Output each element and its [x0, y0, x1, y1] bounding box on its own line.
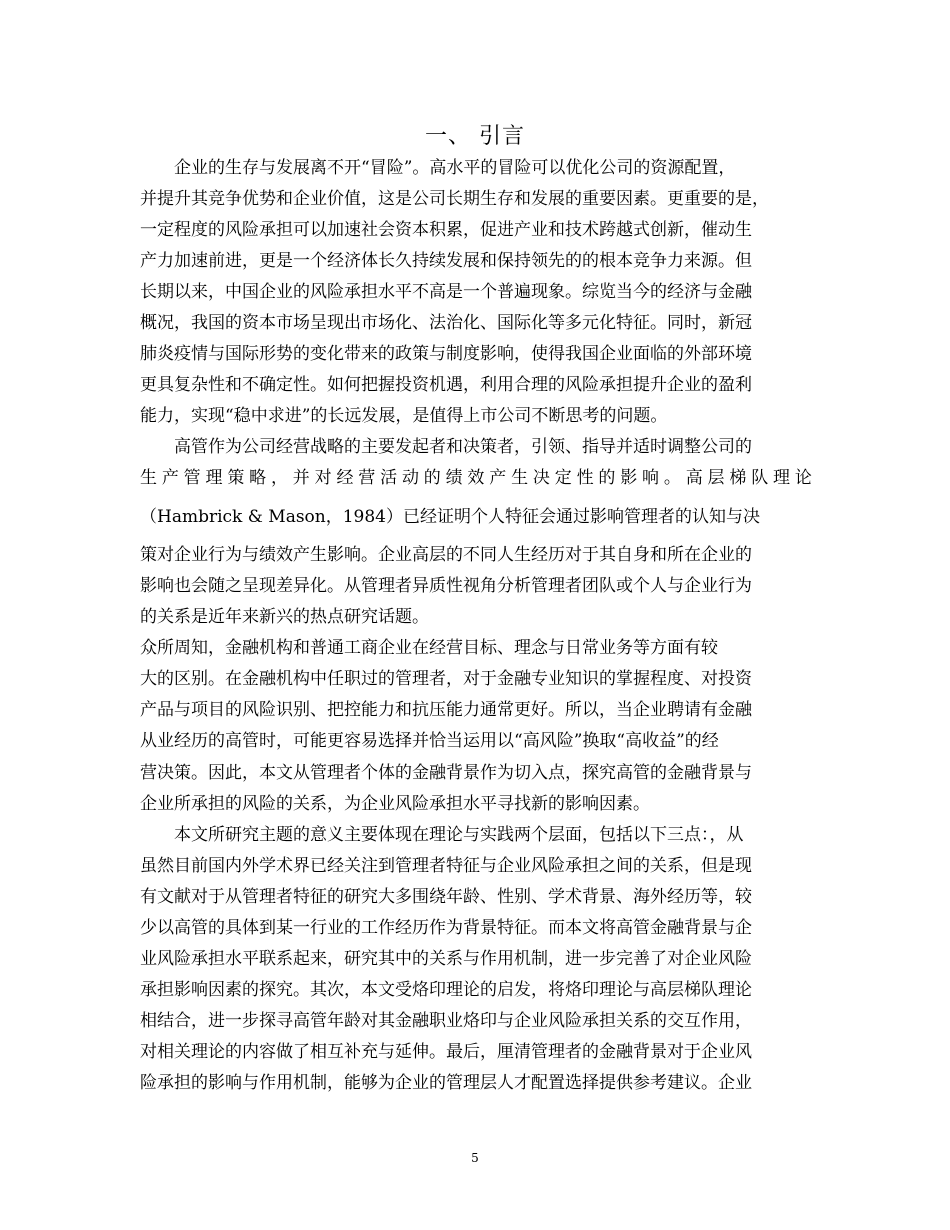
char: 梯	[729, 468, 747, 488]
char: 经	[336, 468, 354, 488]
char: 生	[140, 468, 157, 488]
char: 绩	[445, 468, 463, 488]
justified-paragraph-line	[140, 463, 812, 493]
paragraph-line: 有文献对于从管理者特征的研究大多围绕年龄、性别、学术背景、海外经历等，较	[140, 887, 752, 907]
paragraph-line: 相结合，进一步探寻高管年龄对其金融职业烙印与企业风险承担关系的交互作用，	[140, 1011, 752, 1031]
paragraph-line: 产品与项目的风险识别、把控能力和抗压能力通常更好。所以，当企业聘请有金融	[140, 700, 752, 720]
page-number: 5	[471, 1151, 479, 1165]
char: 产	[161, 468, 179, 488]
paragraph-line: 更具复杂性和不确定性。如何把握投资机遇，利用合理的风险承担提升企业的盈利	[140, 375, 752, 395]
paragraph-line: 企业所承担的风险的关系，为企业风险承担水平寻找新的影响因素。	[140, 794, 650, 814]
char: 活	[380, 468, 398, 488]
paragraph-line: 险承担的影响与作用机制，能够为企业的管理层人才配置选择提供参考建议。企业	[140, 1073, 752, 1093]
char: 的	[423, 468, 441, 488]
paragraph-line: 肺炎疫情与国际形势的变化带来的政策与制度影响，使得我国企业面临的外部环境	[140, 344, 752, 364]
paragraph-line: 的关系是近年来新兴的热点研究话题。	[140, 607, 429, 627]
char: 生	[511, 468, 529, 488]
paragraph-line: （Hambrick & Mason，1984）已经证明个人特征会通过影响管理者的认知与决	[140, 507, 761, 527]
char: 性	[576, 468, 594, 488]
char: 营	[358, 468, 376, 488]
char: 论	[794, 468, 812, 488]
paragraph-line: 承担影响因素的探究。其次，本文受烙印理论的启发，将烙印理论与高层梯队理论	[140, 980, 752, 1000]
char: 决	[532, 468, 550, 488]
paragraph-line: 影响也会随之呈现差异化。从管理者异质性视角分析管理者团队或个人与企业行为	[140, 576, 752, 596]
paragraph-line: 本文所研究主题的意义主要体现在理论与实践两个层面，包括以下三点：，从	[174, 825, 744, 845]
char: 管	[183, 468, 201, 488]
paragraph-line: 众所周知，金融机构和普通工商企业在经营目标、理念与日常业务等方面有较	[140, 638, 718, 658]
char: 对	[314, 468, 332, 488]
char: 高	[685, 468, 703, 488]
paragraph-line: 对相关理论的内容做了相互补充与延伸。最后，厘清管理者的金融背景对于企业风	[140, 1042, 752, 1062]
paragraph-line: 营决策。因此，本文从管理者个体的金融背景作为切入点，探究高管的金融背景与	[140, 763, 752, 783]
paragraph-line: 虽然目前国内外学术界已经关注到管理者特征与企业风险承担之间的关系，但是现	[140, 856, 752, 876]
char: 定	[554, 468, 572, 488]
char: ，	[270, 468, 288, 488]
char: 略	[249, 468, 267, 488]
char: 层	[707, 468, 725, 488]
char: 。	[663, 468, 681, 488]
char: 效	[467, 468, 485, 488]
paragraph-line: 能力，实现“稳中求进”的长远发展，是值得上市公司不断思考的问题。	[140, 406, 668, 426]
paragraph-line: 并提升其竞争优势和企业价值，这是公司长期生存和发展的重要因素。更重要的是，	[140, 189, 769, 209]
paragraph-line: 一定程度的风险承担可以加速社会资本积累，促进产业和技术跨越式创新，催动生	[140, 220, 752, 240]
char: 策	[227, 468, 245, 488]
char: 产	[489, 468, 507, 488]
section-heading: 一、 引言	[425, 124, 525, 149]
paragraph-line: 高管作为公司经营战略的主要发起者和决策者，引领、指导并适时调整公司的	[174, 437, 752, 457]
paragraph-line: 大的区别。在金融机构中任职过的管理者，对于金融专业知识的掌握程度、对投资	[140, 669, 752, 689]
paragraph-line: 业风险承担水平联系起来，研究其中的关系与作用机制，进一步完善了对企业风险	[140, 949, 752, 969]
paragraph-line: 企业的生存与发展离不开“冒险”。高水平的冒险可以优化公司的资源配置，	[174, 158, 736, 178]
char: 理	[205, 468, 223, 488]
paragraph-line: 少以高管的具体到某一行业的工作经历作为背景特征。而本文将高管金融背景与企	[140, 918, 752, 938]
char: 队	[751, 468, 769, 488]
char: 影	[620, 468, 638, 488]
char: 响	[642, 468, 660, 488]
paragraph-line: 从业经历的高管时，可能更容易选择并恰当运用以“高风险”换取“高收益”的经	[140, 731, 719, 751]
paragraph-line: 概况，我国的资本市场呈现出市场化、法治化、国际化等多元化特征。同时，新冠	[140, 313, 752, 333]
char: 的	[598, 468, 616, 488]
paragraph-line: 长期以来，中国企业的风险承担水平不高是一个普遍现象。综览当今的经济与金融	[140, 282, 752, 302]
char: 并	[292, 468, 310, 488]
paragraph-line: 策对企业行为与绩效产生影响。企业高层的不同人生经历对于其自身和所在企业的	[140, 545, 752, 565]
char: 动	[401, 468, 419, 488]
paragraph-line: 产力加速前进，更是一个经济体长久持续发展和保持领先的的根本竞争力来源。但	[140, 251, 752, 271]
char: 理	[773, 468, 791, 488]
